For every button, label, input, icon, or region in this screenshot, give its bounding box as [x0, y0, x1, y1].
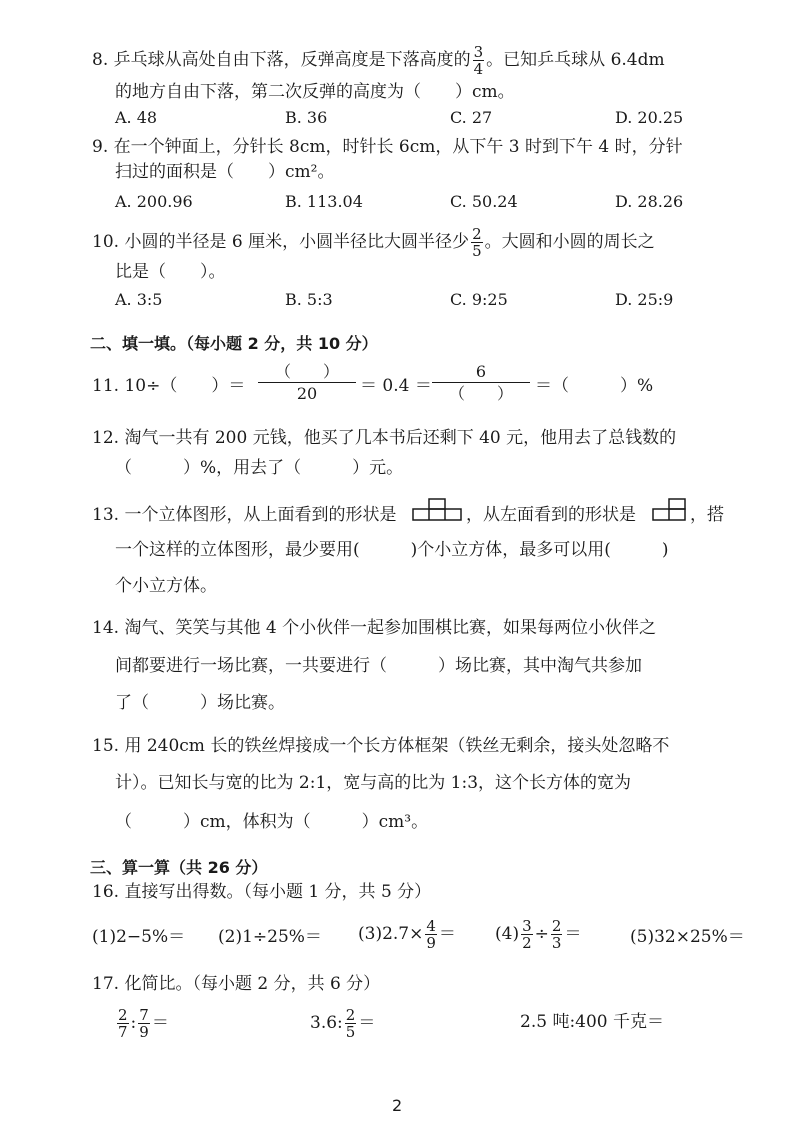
q9-line1: 9. 在一个钟面上，分针长 8cm，时针长 6cm，从下午 3 时到下午 4 时，分针	[92, 137, 683, 157]
q16-problem-2: (2)1÷25%＝	[218, 927, 322, 947]
q11-fraction-2	[432, 362, 530, 405]
q10-option-b: B. 5:3	[285, 290, 333, 309]
q16-problem-4	[495, 918, 581, 951]
q16-problem-3	[358, 918, 456, 951]
q14-line1: 14. 淘气、笑笑与其他 4 个小伙伴一起参加围棋比赛，如果每两位小伙伴之	[92, 618, 657, 638]
section-3-title: 三、算一算（共 26 分）	[90, 858, 268, 877]
q10-option-c: C. 9:25	[450, 290, 508, 309]
q17-title: 17. 化简比。（每小题 2 分，共 6 分）	[92, 974, 381, 994]
q11-f2-num: 6	[475, 362, 487, 381]
section-2-title: 二、填一填。（每小题 2 分，共 10 分）	[90, 334, 378, 353]
q16-p3-num: 4	[426, 917, 436, 935]
q17-problem-3: 2.5 吨:400 千克＝	[520, 1012, 665, 1032]
q9-option-a: A. 200.96	[115, 192, 193, 211]
q16-p4-label: (4)	[495, 924, 520, 944]
q9-option-c: C. 50.24	[450, 192, 518, 211]
q16-p4-den2: 3	[551, 934, 562, 952]
q13-line1-a: 13. 一个立体图形，从上面看到的形状是	[92, 505, 397, 525]
q16-problem-1: (1)2−5%＝	[92, 927, 186, 947]
q17-p1-num2: 7	[139, 1006, 149, 1024]
q10-fraction	[471, 226, 483, 259]
q15-line1: 15. 用 240cm 长的铁丝焊接成一个长方体框架（铁丝无剩余，接头处忽略不	[92, 736, 670, 756]
q14-line2: 间都要进行一场比赛，一共要进行（ ）场比赛，其中淘气共参加	[115, 656, 642, 676]
q16-p4-num2: 2	[551, 917, 562, 935]
page-number: 2	[392, 1096, 403, 1115]
q17-p2-eq: ＝	[358, 1013, 376, 1033]
q10-frac-num: 2	[472, 225, 482, 243]
q8-fraction	[473, 44, 485, 77]
q17-p2-fraction	[345, 1007, 357, 1040]
q10-line1	[92, 226, 655, 259]
q13-line1-b: ，从左面看到的形状是	[466, 505, 636, 525]
q11-f1-num: （ ）	[274, 362, 339, 381]
q13-line3: 个小立方体。	[115, 576, 217, 596]
q11-f1-den: 20	[258, 382, 356, 405]
q8-option-d: D. 20.25	[615, 108, 684, 127]
top-view-shape-icon	[412, 498, 464, 522]
q12-line2: （ ）%，用去了（ ）元。	[115, 458, 404, 478]
q16-p3-den: 9	[426, 934, 436, 952]
q17-p1-eq: ＝	[151, 1013, 169, 1033]
q10-line2: 比是（ ）。	[115, 262, 226, 282]
q17-problem-2	[310, 1007, 375, 1040]
q16-p4-fraction-1	[521, 918, 533, 951]
q8-text-a: 8. 乒乓球从高处自由下落，反弹高度是下落高度的	[92, 50, 471, 70]
q11-fraction-1	[258, 362, 356, 405]
q16-p4-den1: 2	[522, 934, 532, 952]
q10-text-a: 10. 小圆的半径是 6 厘米，小圆半径比大圆半径少	[92, 232, 470, 252]
q8-line2: 的地方自由下落，第二次反弹的高度为（ ）cm。	[115, 82, 515, 102]
q8-text-b: 。已知乒乓球从 6.4dm	[486, 50, 665, 70]
q11-part-c: ＝（ ）%	[535, 376, 654, 396]
q16-p4-eq: ＝	[564, 924, 582, 944]
q17-p1-fraction-1	[117, 1007, 129, 1040]
q14-line3: 了（ ）场比赛。	[115, 693, 285, 713]
q16-title: 16. 直接写出得数。（每小题 1 分，共 5 分）	[92, 882, 432, 902]
q15-line2: 计）。已知长与宽的比为 2:1，宽与高的比为 1:3，这个长方体的宽为	[115, 773, 632, 793]
q9-option-b: B. 113.04	[285, 192, 363, 211]
q10-option-a: A. 3:5	[115, 290, 163, 309]
q17-p1-num1: 2	[118, 1006, 128, 1024]
q10-frac-den: 5	[472, 242, 482, 260]
q16-p3-eq: ＝	[438, 924, 456, 944]
q11-part-b: ＝ 0.4 ＝	[360, 376, 432, 396]
q8-option-a: A. 48	[115, 108, 158, 127]
q11-part-a: 11. 10÷（ ）＝	[92, 376, 246, 396]
q8-frac-den: 4	[473, 60, 484, 78]
q13-line1-c: ，搭	[690, 505, 724, 525]
q16-p4-fraction-2	[551, 918, 563, 951]
q12-line1: 12. 淘气一共有 200 元钱，他买了几本书后还剩下 40 元，他用去了总钱数的	[92, 428, 677, 448]
q17-p1-den1: 7	[118, 1023, 128, 1041]
q16-p4-op: ÷	[534, 924, 549, 944]
left-view-shape-icon	[652, 498, 688, 522]
q16-p3-text: (3)2.7×	[358, 924, 424, 944]
q17-p1-fraction-2	[138, 1007, 150, 1040]
q8-option-b: B. 36	[285, 108, 328, 127]
q17-p2-num: 2	[345, 1006, 356, 1024]
q9-line2: 扫过的面积是（ ）cm²。	[115, 162, 335, 182]
q10-option-d: D. 25:9	[615, 290, 674, 309]
q8-frac-num: 3	[473, 43, 484, 61]
q9-option-d: D. 28.26	[615, 192, 684, 211]
q17-p2-den: 5	[345, 1023, 356, 1041]
q8-line1	[92, 44, 665, 77]
q17-p1-den2: 9	[139, 1023, 149, 1041]
q10-text-b: 。大圆和小圆的周长之	[484, 232, 655, 252]
q17-p2-text: 3.6:	[310, 1013, 343, 1033]
q11-f2-den: （ ）	[432, 382, 530, 405]
q16-p4-num1: 3	[522, 917, 532, 935]
q8-option-c: C. 27	[450, 108, 493, 127]
q13-line2: 一个这样的立体图形，最少要用( )个小立方体，最多可以用( )	[115, 540, 669, 560]
q16-problem-5: (5)32×25%＝	[630, 927, 745, 947]
q15-line3: （ ）cm，体积为（ ）cm³。	[115, 812, 429, 832]
q17-p1-sep: :	[130, 1013, 137, 1033]
q17-problem-1	[115, 1007, 169, 1040]
q16-p3-fraction	[425, 918, 437, 951]
